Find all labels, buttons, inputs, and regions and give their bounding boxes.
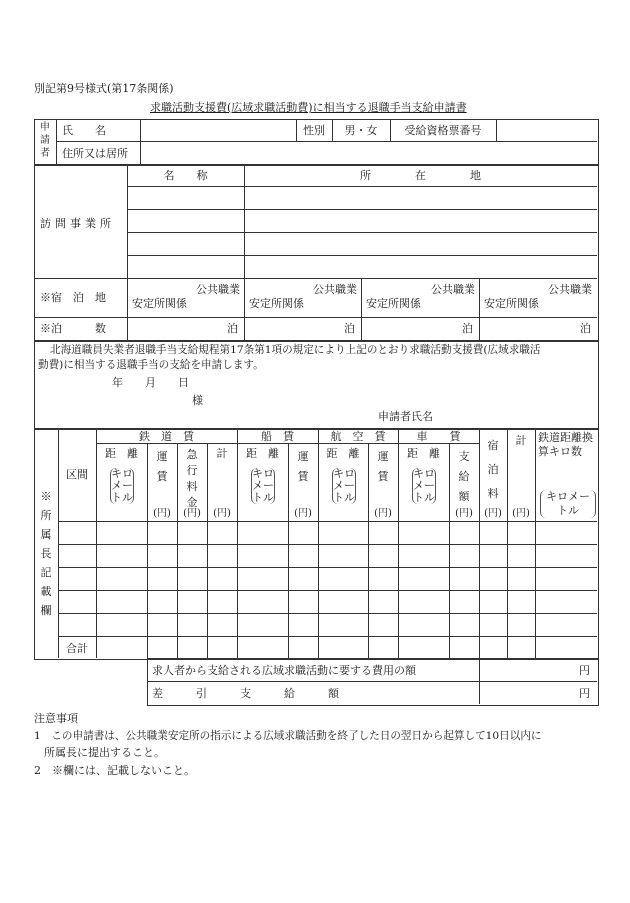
visit-block bbox=[34, 164, 599, 342]
nights-unit-2: 泊 bbox=[344, 322, 355, 335]
air-header: 航 空 賃 bbox=[330, 430, 386, 443]
visit-col-location: 所 在 地 bbox=[360, 169, 481, 182]
sex-options[interactable]: 男・女 bbox=[344, 124, 378, 137]
rail-express: 急行料金 bbox=[186, 448, 198, 509]
yen-air-fare: (円) bbox=[374, 508, 392, 519]
notes-heading: 注意事項 bbox=[34, 712, 78, 725]
total-header: 計 bbox=[515, 434, 527, 447]
declaration-line-2: 動費)に相当する退職手当の支給を申請します。 bbox=[38, 359, 264, 371]
ship-fare: 運賃 bbox=[297, 450, 309, 483]
visit-section-label: 訪問事業所 bbox=[40, 217, 115, 230]
yen-rail-express: (円) bbox=[183, 508, 201, 519]
office-label-4b: 安定所関係 bbox=[484, 297, 539, 310]
grand-total-label: 合計 bbox=[66, 642, 88, 655]
nights-unit-4: 泊 bbox=[580, 322, 591, 335]
car-header: 車 賃 bbox=[416, 430, 461, 443]
yen-ship-fare: (円) bbox=[294, 508, 312, 519]
employer-paid-unit: 円 bbox=[579, 664, 590, 677]
address-field[interactable] bbox=[142, 143, 595, 162]
net-payment-unit: 円 bbox=[579, 687, 590, 700]
form-number: 別記第9号様式(第17条関係) bbox=[34, 82, 174, 95]
visit-col-name: 名 称 bbox=[163, 169, 208, 182]
cert-number-label: 受給資格票番号 bbox=[404, 124, 482, 137]
declaration-date[interactable]: 年 月 日 bbox=[112, 376, 189, 389]
section-header: 区間 bbox=[66, 468, 88, 481]
ship-distance: 距 離 bbox=[246, 447, 279, 460]
rail-km: キロメートル bbox=[111, 467, 133, 504]
nights-unit-3: 泊 bbox=[462, 322, 473, 335]
name-field[interactable] bbox=[142, 121, 294, 139]
air-distance: 距 離 bbox=[326, 447, 360, 460]
yen-rail-total: (円) bbox=[213, 508, 231, 519]
conversion-km-unit: キロメートル bbox=[540, 490, 596, 518]
yen-total: (円) bbox=[512, 508, 530, 519]
net-payment-label: 差 引 支 給 額 bbox=[152, 687, 339, 700]
ship-km: キロメートル bbox=[252, 467, 274, 504]
rail-subtotal: 計 bbox=[216, 447, 228, 460]
office-label-2b: 安定所関係 bbox=[249, 297, 304, 310]
note-1-line-2: 所属長に提出すること。 bbox=[44, 746, 165, 759]
note-1-line-1: 1 この申請書は、公共職業安定所の指示による広域求職活動を終了した日の翌日から起算して10日以内に bbox=[34, 730, 542, 742]
office-label-1b: 安定所関係 bbox=[132, 297, 187, 310]
name-label: 氏 名 bbox=[62, 124, 106, 137]
cert-number-field[interactable] bbox=[498, 121, 595, 139]
car-payment: 支給額 bbox=[458, 450, 470, 503]
lodging-place-label: ※宿 泊 地 bbox=[40, 291, 106, 304]
sex-label: 性別 bbox=[303, 124, 325, 137]
rail-fare: 運賃 bbox=[156, 450, 168, 483]
office-label-1a: 公共職業 bbox=[196, 283, 240, 296]
yen-lodging: (円) bbox=[484, 508, 502, 519]
air-fare: 運賃 bbox=[377, 450, 389, 483]
rail-header: 鉄 道 賃 bbox=[139, 430, 194, 443]
car-km: キロメートル bbox=[413, 467, 435, 504]
rail-conversion-header: 鉄道距離換算キロ数 bbox=[538, 431, 593, 458]
note-2: 2 ※欄には、記載しないこと。 bbox=[34, 764, 195, 777]
car-distance: 距 離 bbox=[407, 447, 440, 460]
applicant-header: 申請者 bbox=[40, 122, 50, 159]
declaration-line-1: 北海道職員失業者退職手当支給規程第17条第1項の規定により上記のとおり求職活動支援費(広域求職活 bbox=[50, 344, 541, 356]
yen-rail-fare: (円) bbox=[153, 508, 171, 519]
ship-header: 船 賃 bbox=[261, 430, 294, 443]
yen-car-payment: (円) bbox=[455, 508, 473, 519]
expense-side-label: ※所属長記載欄 bbox=[40, 490, 52, 617]
rail-distance: 距 離 bbox=[105, 447, 138, 460]
office-label-3a: 公共職業 bbox=[431, 283, 475, 296]
office-label-3b: 安定所関係 bbox=[366, 297, 421, 310]
form-title: 求職活動支援費(広域求職活動費)に相当する退職手当支給申請書 bbox=[150, 101, 467, 114]
lodging-fee-header: 宿泊料 bbox=[487, 439, 499, 500]
nights-label: ※泊 数 bbox=[40, 322, 106, 335]
air-km: キロメートル bbox=[333, 467, 355, 504]
employer-paid-label: 求人者から支給される広域求職活動に要する費用の額 bbox=[152, 664, 416, 677]
address-label: 住所又は居所 bbox=[62, 147, 128, 160]
nights-unit-1: 泊 bbox=[227, 322, 238, 335]
office-label-2a: 公共職業 bbox=[313, 283, 357, 296]
office-label-4a: 公共職業 bbox=[548, 283, 592, 296]
addressee: 様 bbox=[192, 394, 203, 407]
applicant-name-label: 申請者氏名 bbox=[378, 410, 433, 423]
